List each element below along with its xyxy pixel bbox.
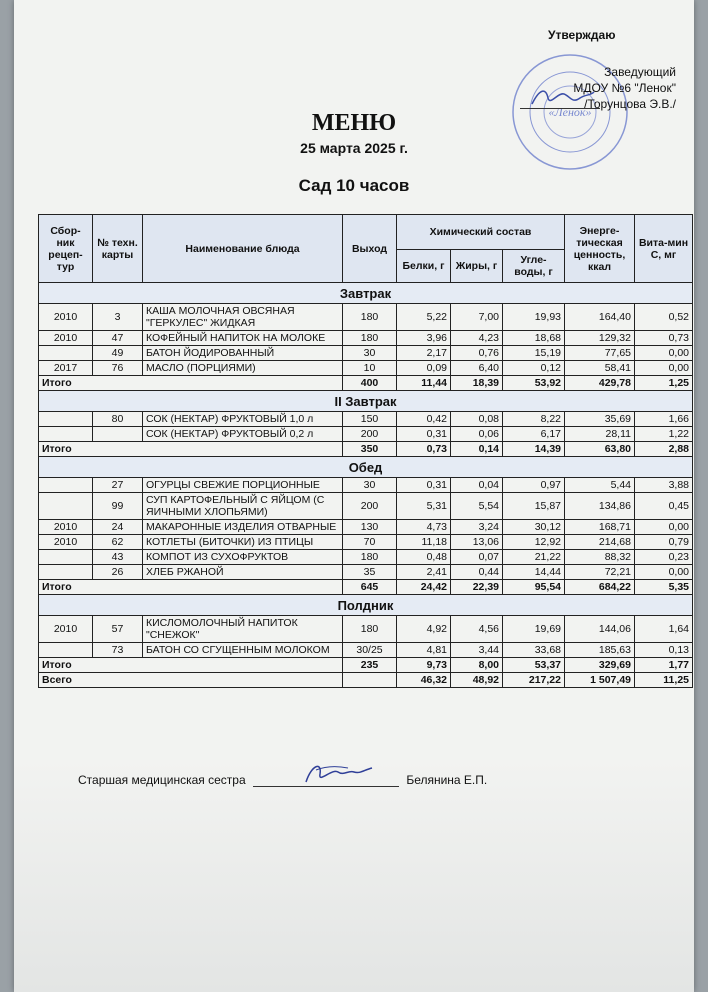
protein-cell: 4,81 (397, 643, 451, 658)
fat-cell: 0,07 (451, 550, 503, 565)
total-protein: 0,73 (397, 442, 451, 457)
header-collection: Сбор-ник рецеп-тур (39, 215, 93, 283)
grand-total-carbs: 217,22 (503, 673, 565, 688)
fat-cell: 0,06 (451, 427, 503, 442)
header-fat: Жиры, г (451, 250, 503, 283)
header-energy: Энерге-тическая ценность, ккал (565, 215, 635, 283)
tech-card-cell: 26 (93, 565, 143, 580)
dish-name-cell: СУП КАРТОФЕЛЬНЫЙ С ЯЙЦОМ (С ЯИЧНЫМИ ХЛОПЬЯМИ) (143, 493, 343, 520)
vitamin-cell: 3,88 (635, 478, 693, 493)
protein-cell: 11,18 (397, 535, 451, 550)
yield-cell: 200 (343, 493, 397, 520)
energy-cell: 129,32 (565, 331, 635, 346)
meal-title: Полдник (39, 595, 693, 616)
yield-cell: 200 (343, 427, 397, 442)
yield-cell: 30 (343, 478, 397, 493)
total-yield: 350 (343, 442, 397, 457)
total-fat: 0,14 (451, 442, 503, 457)
grand-total-label: Всего (39, 673, 343, 688)
director-signature (528, 84, 598, 110)
table-row (39, 346, 693, 361)
tech-card-cell: 62 (93, 535, 143, 550)
footer-signature (78, 773, 487, 787)
total-protein: 9,73 (397, 658, 451, 673)
total-label: Итого (39, 376, 343, 391)
header-dish-name: Наименование блюда (143, 215, 343, 283)
tech-card-cell: 47 (93, 331, 143, 346)
table-row (39, 493, 693, 520)
protein-cell: 4,92 (397, 616, 451, 643)
fat-cell: 3,24 (451, 520, 503, 535)
collection-cell (39, 493, 93, 520)
collection-cell (39, 643, 93, 658)
energy-cell: 164,40 (565, 304, 635, 331)
header-protein: Белки, г (397, 250, 451, 283)
protein-cell: 0,42 (397, 412, 451, 427)
stamp-text: «Ленок» (548, 105, 592, 119)
energy-cell: 5,44 (565, 478, 635, 493)
energy-cell: 168,71 (565, 520, 635, 535)
carbs-cell: 30,12 (503, 520, 565, 535)
carbs-cell: 19,93 (503, 304, 565, 331)
yield-cell: 30/25 (343, 643, 397, 658)
energy-cell: 28,11 (565, 427, 635, 442)
protein-cell: 0,09 (397, 361, 451, 376)
tech-card-cell: 73 (93, 643, 143, 658)
collection-cell: 2010 (39, 520, 93, 535)
tech-card-cell: 43 (93, 550, 143, 565)
table-row (39, 550, 693, 565)
protein-cell: 5,31 (397, 493, 451, 520)
approval-position: Заведующий (604, 65, 676, 79)
header-tech-card: № техн. карты (93, 215, 143, 283)
protein-cell: 5,22 (397, 304, 451, 331)
yield-cell: 150 (343, 412, 397, 427)
total-fat: 18,39 (451, 376, 503, 391)
energy-cell: 144,06 (565, 616, 635, 643)
total-label: Итого (39, 658, 343, 673)
collection-cell (39, 346, 93, 361)
tech-card-cell: 27 (93, 478, 143, 493)
vitamin-cell: 0,45 (635, 493, 693, 520)
yield-cell: 35 (343, 565, 397, 580)
energy-cell: 134,86 (565, 493, 635, 520)
tech-card-cell (93, 427, 143, 442)
grand-total-fat: 48,92 (451, 673, 503, 688)
tech-card-cell: 49 (93, 346, 143, 361)
energy-cell: 35,69 (565, 412, 635, 427)
header-carbs: Угле-воды, г (503, 250, 565, 283)
carbs-cell: 15,87 (503, 493, 565, 520)
fat-cell: 4,23 (451, 331, 503, 346)
collection-cell: 2017 (39, 361, 93, 376)
tech-card-cell: 80 (93, 412, 143, 427)
fat-cell: 0,08 (451, 412, 503, 427)
collection-cell: 2010 (39, 535, 93, 550)
table-row (39, 427, 693, 442)
carbs-cell: 0,97 (503, 478, 565, 493)
menu-table (38, 214, 693, 688)
carbs-cell: 14,44 (503, 565, 565, 580)
carbs-cell: 6,17 (503, 427, 565, 442)
collection-cell (39, 412, 93, 427)
table-row (39, 304, 693, 331)
yield-cell: 70 (343, 535, 397, 550)
meal-title: Обед (39, 457, 693, 478)
table-row (39, 331, 693, 346)
footer-role: Старшая медицинская сестра (78, 773, 246, 787)
menu-date: 25 марта 2025 г. (300, 140, 408, 156)
protein-cell: 2,41 (397, 565, 451, 580)
table-row (39, 535, 693, 550)
carbs-cell: 21,22 (503, 550, 565, 565)
dish-name-cell: МАСЛО (ПОРЦИЯМИ) (143, 361, 343, 376)
energy-cell: 88,32 (565, 550, 635, 565)
carbs-cell: 18,68 (503, 331, 565, 346)
dish-name-cell: КОФЕЙНЫЙ НАПИТОК НА МОЛОКЕ (143, 331, 343, 346)
tech-card-cell: 24 (93, 520, 143, 535)
total-label: Итого (39, 580, 343, 595)
carbs-cell: 19,69 (503, 616, 565, 643)
grand-total-row (39, 673, 693, 688)
fat-cell: 0,04 (451, 478, 503, 493)
meal-row (39, 283, 693, 304)
yield-cell: 10 (343, 361, 397, 376)
total-energy: 63,80 (565, 442, 635, 457)
protein-cell: 0,48 (397, 550, 451, 565)
meal-row (39, 595, 693, 616)
dish-name-cell: СОК (НЕКТАР) ФРУКТОВЫЙ 0,2 л (143, 427, 343, 442)
energy-cell: 214,68 (565, 535, 635, 550)
grand-total-energy: 1 507,49 (565, 673, 635, 688)
fat-cell: 4,56 (451, 616, 503, 643)
total-carbs: 95,54 (503, 580, 565, 595)
dish-name-cell: КАША МОЛОЧНАЯ ОВСЯНАЯ "ГЕРКУЛЕС" ЖИДКАЯ (143, 304, 343, 331)
total-vitamin: 1,77 (635, 658, 693, 673)
energy-cell: 58,41 (565, 361, 635, 376)
dish-name-cell: ОГУРЦЫ СВЕЖИЕ ПОРЦИОННЫЕ (143, 478, 343, 493)
energy-cell: 77,65 (565, 346, 635, 361)
total-carbs: 53,37 (503, 658, 565, 673)
carbs-cell: 12,92 (503, 535, 565, 550)
total-row (39, 658, 693, 673)
grand-total-yield (343, 673, 397, 688)
vitamin-cell: 0,13 (635, 643, 693, 658)
total-row (39, 580, 693, 595)
total-vitamin: 2,88 (635, 442, 693, 457)
yield-cell: 180 (343, 304, 397, 331)
meal-title: II Завтрак (39, 391, 693, 412)
collection-cell (39, 427, 93, 442)
total-yield: 645 (343, 580, 397, 595)
fat-cell: 3,44 (451, 643, 503, 658)
header-chemical: Химический состав (397, 215, 565, 250)
vitamin-cell: 0,00 (635, 565, 693, 580)
yield-cell: 30 (343, 346, 397, 361)
fat-cell: 0,76 (451, 346, 503, 361)
nurse-signature (298, 758, 378, 788)
total-carbs: 53,92 (503, 376, 565, 391)
vitamin-cell: 1,66 (635, 412, 693, 427)
table-row (39, 643, 693, 658)
fat-cell: 13,06 (451, 535, 503, 550)
vitamin-cell: 0,79 (635, 535, 693, 550)
table-row (39, 412, 693, 427)
vitamin-cell: 0,23 (635, 550, 693, 565)
total-yield: 400 (343, 376, 397, 391)
carbs-cell: 33,68 (503, 643, 565, 658)
protein-cell: 3,96 (397, 331, 451, 346)
protein-cell: 0,31 (397, 427, 451, 442)
dish-name-cell: ХЛЕБ РЖАНОЙ (143, 565, 343, 580)
dish-name-cell: КИСЛОМОЛОЧНЫЙ НАПИТОК "СНЕЖОК" (143, 616, 343, 643)
table-row (39, 565, 693, 580)
vitamin-cell: 0,00 (635, 520, 693, 535)
section-title: Сад 10 часов (298, 176, 410, 195)
grand-total-protein: 46,32 (397, 673, 451, 688)
collection-cell: 2010 (39, 616, 93, 643)
carbs-cell: 0,12 (503, 361, 565, 376)
total-energy: 429,78 (565, 376, 635, 391)
dish-name-cell: КОМПОТ ИЗ СУХОФРУКТОВ (143, 550, 343, 565)
yield-cell: 180 (343, 331, 397, 346)
energy-cell: 72,21 (565, 565, 635, 580)
total-fat: 22,39 (451, 580, 503, 595)
meal-row (39, 457, 693, 478)
total-energy: 684,22 (565, 580, 635, 595)
vitamin-cell: 0,52 (635, 304, 693, 331)
total-fat: 8,00 (451, 658, 503, 673)
approval-org: МДОУ №6 "Ленок" (573, 81, 676, 95)
total-row (39, 376, 693, 391)
header-yield: Выход (343, 215, 397, 283)
fat-cell: 0,44 (451, 565, 503, 580)
table-row (39, 478, 693, 493)
tech-card-cell: 57 (93, 616, 143, 643)
dish-name-cell: СОК (НЕКТАР) ФРУКТОВЫЙ 1,0 л (143, 412, 343, 427)
total-protein: 11,44 (397, 376, 451, 391)
meal-title: Завтрак (39, 283, 693, 304)
carbs-cell: 15,19 (503, 346, 565, 361)
tech-card-cell: 76 (93, 361, 143, 376)
grand-total-vitamin: 11,25 (635, 673, 693, 688)
dish-name-cell: БАТОН СО СГУЩЕННЫМ МОЛОКОМ (143, 643, 343, 658)
protein-cell: 0,31 (397, 478, 451, 493)
footer-name: Белянина Е.П. (406, 773, 488, 787)
vitamin-cell: 1,22 (635, 427, 693, 442)
yield-cell: 180 (343, 550, 397, 565)
energy-cell: 185,63 (565, 643, 635, 658)
carbs-cell: 8,22 (503, 412, 565, 427)
collection-cell: 2010 (39, 331, 93, 346)
meal-row (39, 391, 693, 412)
table-row (39, 520, 693, 535)
yield-cell: 180 (343, 616, 397, 643)
table-row (39, 361, 693, 376)
total-carbs: 14,39 (503, 442, 565, 457)
protein-cell: 4,73 (397, 520, 451, 535)
total-vitamin: 5,35 (635, 580, 693, 595)
vitamin-cell: 1,64 (635, 616, 693, 643)
header-vitamin: Вита-мин С, мг (635, 215, 693, 283)
collection-cell (39, 550, 93, 565)
fat-cell: 7,00 (451, 304, 503, 331)
total-vitamin: 1,25 (635, 376, 693, 391)
protein-cell: 2,17 (397, 346, 451, 361)
dish-name-cell: МАКАРОННЫЕ ИЗДЕЛИЯ ОТВАРНЫЕ (143, 520, 343, 535)
approval-name: /Торунцова Э.В./ (584, 97, 676, 111)
dish-name-cell: КОТЛЕТЫ (БИТОЧКИ) ИЗ ПТИЦЫ (143, 535, 343, 550)
total-label: Итого (39, 442, 343, 457)
total-row (39, 442, 693, 457)
vitamin-cell: 0,73 (635, 331, 693, 346)
collection-cell (39, 565, 93, 580)
fat-cell: 6,40 (451, 361, 503, 376)
fat-cell: 5,54 (451, 493, 503, 520)
tech-card-cell: 3 (93, 304, 143, 331)
vitamin-cell: 0,00 (635, 361, 693, 376)
table-row (39, 616, 693, 643)
collection-cell (39, 478, 93, 493)
vitamin-cell: 0,00 (635, 346, 693, 361)
total-yield: 235 (343, 658, 397, 673)
total-energy: 329,69 (565, 658, 635, 673)
dish-name-cell: БАТОН ЙОДИРОВАННЫЙ (143, 346, 343, 361)
total-protein: 24,42 (397, 580, 451, 595)
approval-label: Утверждаю (548, 28, 616, 42)
page-title: МЕНЮ (311, 110, 397, 136)
collection-cell: 2010 (39, 304, 93, 331)
yield-cell: 130 (343, 520, 397, 535)
tech-card-cell: 99 (93, 493, 143, 520)
